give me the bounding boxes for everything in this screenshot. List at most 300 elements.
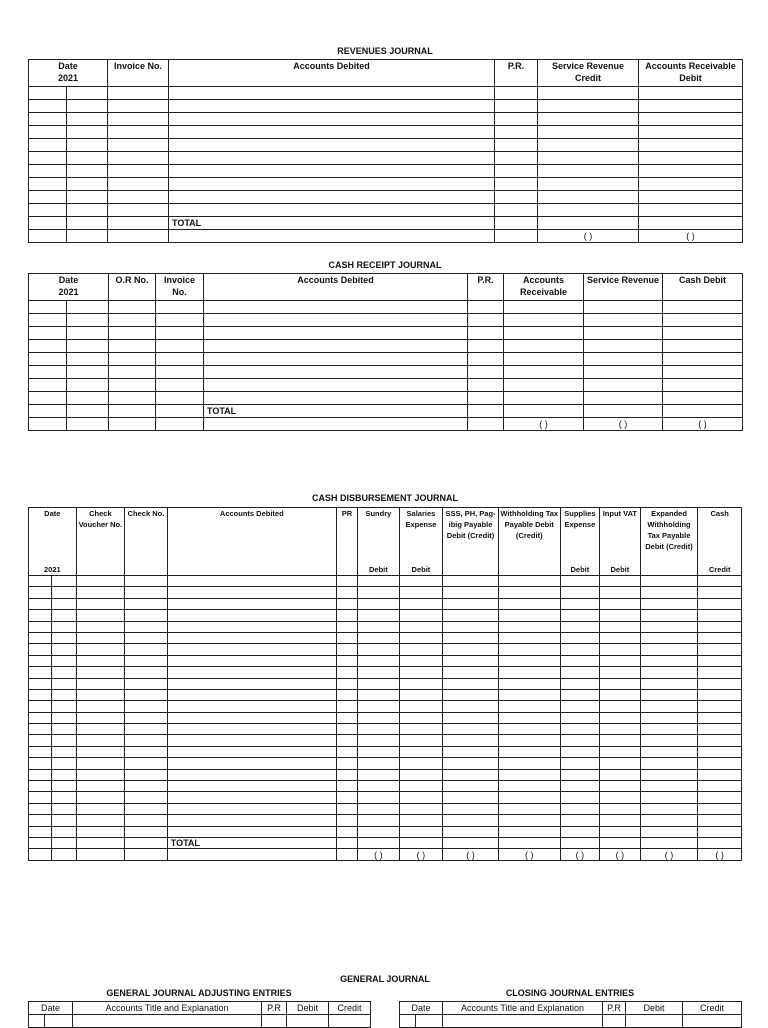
table-cell[interactable]	[167, 769, 336, 780]
table-cell[interactable]	[468, 379, 504, 392]
table-cell[interactable]	[560, 792, 599, 803]
table-cell[interactable]	[29, 610, 52, 621]
table-cell[interactable]	[498, 712, 560, 723]
table-cell[interactable]	[600, 803, 641, 814]
table-cell[interactable]	[52, 746, 76, 757]
table-cell[interactable]	[640, 678, 698, 689]
table-cell[interactable]	[443, 632, 499, 643]
table-cell[interactable]	[640, 632, 698, 643]
cdj-expanded-total[interactable]: ( )	[640, 849, 698, 860]
table-cell[interactable]	[336, 667, 357, 678]
table-cell[interactable]	[495, 152, 538, 165]
table-cell[interactable]	[167, 735, 336, 746]
table-cell[interactable]	[443, 803, 499, 814]
table-cell[interactable]	[125, 576, 168, 587]
table-cell[interactable]	[167, 587, 336, 598]
table-cell[interactable]	[76, 644, 125, 655]
table-cell[interactable]	[358, 610, 400, 621]
table-cell[interactable]	[336, 792, 357, 803]
table-cell[interactable]	[443, 735, 499, 746]
table-cell[interactable]	[204, 366, 468, 379]
table-cell[interactable]	[640, 792, 698, 803]
table-cell[interactable]	[498, 769, 560, 780]
table-cell[interactable]	[640, 746, 698, 757]
table-cell[interactable]	[336, 632, 357, 643]
table-cell[interactable]	[538, 191, 639, 204]
table-cell[interactable]	[399, 701, 443, 712]
table-cell[interactable]	[639, 87, 743, 100]
table-cell[interactable]	[76, 746, 125, 757]
table-cell[interactable]	[584, 366, 663, 379]
table-cell[interactable]	[52, 667, 76, 678]
table-cell[interactable]	[156, 366, 204, 379]
table-cell[interactable]	[584, 353, 663, 366]
table-cell[interactable]	[108, 113, 169, 126]
table-cell[interactable]	[76, 632, 125, 643]
table-cell[interactable]	[600, 746, 641, 757]
table-cell[interactable]	[495, 139, 538, 152]
table-cell[interactable]	[584, 314, 663, 327]
table-cell[interactable]	[698, 781, 742, 792]
table-cell[interactable]	[640, 644, 698, 655]
table-cell[interactable]	[443, 644, 499, 655]
table-cell[interactable]	[538, 178, 639, 191]
table-cell[interactable]	[640, 701, 698, 712]
table-cell[interactable]	[52, 689, 76, 700]
table-cell[interactable]	[52, 678, 76, 689]
table-cell[interactable]	[52, 644, 76, 655]
table-cell[interactable]	[169, 126, 495, 139]
table-cell[interactable]	[52, 769, 76, 780]
table-cell[interactable]	[640, 769, 698, 780]
table-cell[interactable]	[67, 314, 109, 327]
table-cell[interactable]	[600, 632, 641, 643]
table-cell[interactable]	[560, 621, 599, 632]
table-cell[interactable]	[76, 678, 125, 689]
table-cell[interactable]	[156, 353, 204, 366]
table-cell[interactable]	[108, 204, 169, 217]
table-cell[interactable]	[399, 724, 443, 735]
table-cell[interactable]	[399, 632, 443, 643]
table-cell[interactable]	[399, 735, 443, 746]
table-cell[interactable]	[640, 712, 698, 723]
table-cell[interactable]	[358, 621, 400, 632]
table-cell[interactable]	[639, 152, 743, 165]
table-cell[interactable]	[29, 152, 67, 165]
table-cell[interactable]	[560, 781, 599, 792]
table-cell[interactable]	[468, 301, 504, 314]
table-cell[interactable]	[443, 724, 499, 735]
table-cell[interactable]	[29, 366, 67, 379]
table-cell[interactable]	[52, 598, 76, 609]
table-cell[interactable]	[498, 758, 560, 769]
table-cell[interactable]	[336, 576, 357, 587]
table-cell[interactable]	[498, 667, 560, 678]
table-cell[interactable]	[29, 353, 67, 366]
table-cell[interactable]	[29, 769, 52, 780]
table-cell[interactable]	[52, 587, 76, 598]
table-cell[interactable]	[67, 139, 108, 152]
table-cell[interactable]	[167, 724, 336, 735]
table-cell[interactable]	[358, 667, 400, 678]
table-cell[interactable]	[538, 113, 639, 126]
table-cell[interactable]	[336, 621, 357, 632]
table-cell[interactable]	[639, 113, 743, 126]
table-cell[interactable]	[698, 746, 742, 757]
table-cell[interactable]	[538, 87, 639, 100]
table-cell[interactable]	[125, 610, 168, 621]
table-cell[interactable]	[663, 340, 743, 353]
table-cell[interactable]	[560, 644, 599, 655]
cdj-sss-total[interactable]: ( )	[443, 849, 499, 860]
table-cell[interactable]	[336, 644, 357, 655]
table-cell[interactable]	[76, 815, 125, 826]
table-cell[interactable]	[443, 610, 499, 621]
table-cell[interactable]	[504, 353, 584, 366]
table-cell[interactable]	[538, 139, 639, 152]
table-cell[interactable]	[663, 314, 743, 327]
table-cell[interactable]	[76, 598, 125, 609]
table-cell[interactable]	[125, 781, 168, 792]
table-cell[interactable]	[495, 165, 538, 178]
cdj-cash-total[interactable]: ( )	[698, 849, 742, 860]
table-cell[interactable]	[495, 87, 538, 100]
table-cell[interactable]	[443, 746, 499, 757]
table-cell[interactable]	[156, 314, 204, 327]
table-cell[interactable]	[358, 576, 400, 587]
table-cell[interactable]	[336, 781, 357, 792]
table-cell[interactable]	[67, 113, 108, 126]
table-cell[interactable]	[663, 327, 743, 340]
table-cell[interactable]	[29, 758, 52, 769]
table-cell[interactable]	[399, 769, 443, 780]
table-cell[interactable]	[358, 826, 400, 837]
table-cell[interactable]	[560, 689, 599, 700]
table-cell[interactable]	[399, 781, 443, 792]
table-cell[interactable]	[495, 191, 538, 204]
table-cell[interactable]	[29, 165, 67, 178]
table-cell[interactable]	[498, 724, 560, 735]
table-cell[interactable]	[698, 655, 742, 666]
table-cell[interactable]	[498, 610, 560, 621]
table-cell[interactable]	[639, 204, 743, 217]
table-cell[interactable]	[504, 314, 584, 327]
table-cell[interactable]	[67, 353, 109, 366]
table-cell[interactable]	[663, 379, 743, 392]
table-cell[interactable]	[29, 576, 52, 587]
table-cell[interactable]	[399, 792, 443, 803]
table-cell[interactable]	[169, 204, 495, 217]
table-cell[interactable]	[640, 587, 698, 598]
table-cell[interactable]	[600, 826, 641, 837]
table-cell[interactable]	[125, 632, 168, 643]
table-cell[interactable]	[167, 758, 336, 769]
table-cell[interactable]	[698, 598, 742, 609]
table-cell[interactable]	[498, 792, 560, 803]
table-cell[interactable]	[29, 126, 67, 139]
table-cell[interactable]	[29, 314, 67, 327]
table-cell[interactable]	[640, 598, 698, 609]
table-cell[interactable]	[504, 366, 584, 379]
table-cell[interactable]	[125, 598, 168, 609]
table-cell[interactable]	[167, 678, 336, 689]
table-cell[interactable]	[443, 826, 499, 837]
table-cell[interactable]	[29, 587, 52, 598]
table-cell[interactable]	[336, 655, 357, 666]
table-cell[interactable]	[29, 724, 52, 735]
table-cell[interactable]	[169, 100, 495, 113]
table-cell[interactable]	[600, 689, 641, 700]
table-cell[interactable]	[125, 792, 168, 803]
crj-cash-total[interactable]: ( )	[663, 418, 743, 431]
table-cell[interactable]	[358, 712, 400, 723]
table-cell[interactable]	[498, 815, 560, 826]
table-cell[interactable]	[560, 598, 599, 609]
table-cell[interactable]	[358, 701, 400, 712]
table-cell[interactable]	[600, 678, 641, 689]
cdj-withholding-total[interactable]: ( )	[498, 849, 560, 860]
table-cell[interactable]	[600, 724, 641, 735]
table-cell[interactable]	[698, 621, 742, 632]
table-cell[interactable]	[600, 587, 641, 598]
table-cell[interactable]	[336, 610, 357, 621]
table-cell[interactable]	[29, 598, 52, 609]
table-cell[interactable]	[358, 815, 400, 826]
table-cell[interactable]	[336, 701, 357, 712]
table-cell[interactable]	[67, 178, 108, 191]
table-cell[interactable]	[167, 632, 336, 643]
table-cell[interactable]	[538, 204, 639, 217]
table-cell[interactable]	[125, 655, 168, 666]
table-cell[interactable]	[443, 701, 499, 712]
table-cell[interactable]	[29, 701, 52, 712]
table-cell[interactable]	[52, 803, 76, 814]
table-cell[interactable]	[67, 191, 108, 204]
table-cell[interactable]	[76, 667, 125, 678]
table-cell[interactable]	[443, 769, 499, 780]
table-cell[interactable]	[639, 126, 743, 139]
table-cell[interactable]	[498, 701, 560, 712]
table-cell[interactable]	[204, 301, 468, 314]
table-cell[interactable]	[358, 678, 400, 689]
table-cell[interactable]	[640, 815, 698, 826]
table-cell[interactable]	[169, 139, 495, 152]
table-cell[interactable]	[125, 678, 168, 689]
table-cell[interactable]	[698, 667, 742, 678]
table-cell[interactable]	[399, 712, 443, 723]
table-cell[interactable]	[29, 678, 52, 689]
table-cell[interactable]	[399, 746, 443, 757]
table-cell[interactable]	[640, 621, 698, 632]
table-cell[interactable]	[125, 689, 168, 700]
table-cell[interactable]	[358, 758, 400, 769]
table-cell[interactable]	[76, 792, 125, 803]
table-cell[interactable]	[336, 769, 357, 780]
table-cell[interactable]	[443, 792, 499, 803]
table-cell[interactable]	[109, 366, 156, 379]
table-cell[interactable]	[156, 301, 204, 314]
table-cell[interactable]	[76, 758, 125, 769]
table-cell[interactable]	[498, 632, 560, 643]
table-cell[interactable]	[336, 587, 357, 598]
table-cell[interactable]	[29, 113, 67, 126]
table-cell[interactable]	[67, 327, 109, 340]
table-cell[interactable]	[504, 379, 584, 392]
table-cell[interactable]	[125, 667, 168, 678]
table-cell[interactable]	[504, 301, 584, 314]
table-cell[interactable]	[167, 598, 336, 609]
table-cell[interactable]	[204, 392, 468, 405]
table-cell[interactable]	[67, 340, 109, 353]
table-cell[interactable]	[108, 100, 169, 113]
table-cell[interactable]	[698, 701, 742, 712]
table-cell[interactable]	[468, 327, 504, 340]
table-cell[interactable]	[156, 340, 204, 353]
table-cell[interactable]	[538, 152, 639, 165]
table-cell[interactable]	[504, 392, 584, 405]
table-cell[interactable]	[204, 340, 468, 353]
table-cell[interactable]	[663, 301, 743, 314]
table-cell[interactable]	[663, 366, 743, 379]
table-cell[interactable]	[560, 826, 599, 837]
table-cell[interactable]	[167, 667, 336, 678]
table-cell[interactable]	[29, 327, 67, 340]
table-cell[interactable]	[399, 598, 443, 609]
table-cell[interactable]	[498, 689, 560, 700]
table-cell[interactable]	[167, 781, 336, 792]
table-cell[interactable]	[169, 152, 495, 165]
table-cell[interactable]	[125, 758, 168, 769]
table-cell[interactable]	[560, 746, 599, 757]
table-cell[interactable]	[639, 165, 743, 178]
table-cell[interactable]	[640, 667, 698, 678]
table-cell[interactable]	[169, 87, 495, 100]
table-cell[interactable]	[167, 621, 336, 632]
table-cell[interactable]	[108, 139, 169, 152]
table-cell[interactable]	[52, 781, 76, 792]
table-cell[interactable]	[358, 769, 400, 780]
table-cell[interactable]	[167, 815, 336, 826]
table-cell[interactable]	[698, 587, 742, 598]
table-cell[interactable]	[52, 712, 76, 723]
table-cell[interactable]	[336, 735, 357, 746]
table-cell[interactable]	[698, 644, 742, 655]
table-cell[interactable]	[52, 735, 76, 746]
table-cell[interactable]	[336, 826, 357, 837]
table-cell[interactable]	[167, 712, 336, 723]
table-cell[interactable]	[108, 87, 169, 100]
table-cell[interactable]	[169, 165, 495, 178]
table-cell[interactable]	[584, 392, 663, 405]
table-cell[interactable]	[640, 758, 698, 769]
table-cell[interactable]	[584, 340, 663, 353]
table-cell[interactable]	[399, 587, 443, 598]
table-cell[interactable]	[468, 314, 504, 327]
table-cell[interactable]	[109, 301, 156, 314]
table-cell[interactable]	[109, 314, 156, 327]
table-cell[interactable]	[399, 610, 443, 621]
table-cell[interactable]	[640, 610, 698, 621]
table-cell[interactable]	[443, 712, 499, 723]
cdj-vat-total[interactable]: ( )	[600, 849, 641, 860]
table-cell[interactable]	[399, 667, 443, 678]
table-cell[interactable]	[29, 379, 67, 392]
table-cell[interactable]	[52, 826, 76, 837]
table-cell[interactable]	[167, 792, 336, 803]
table-cell[interactable]	[167, 826, 336, 837]
cdj-salaries-total[interactable]: ( )	[399, 849, 443, 860]
table-cell[interactable]	[204, 353, 468, 366]
table-cell[interactable]	[600, 621, 641, 632]
table-cell[interactable]	[169, 178, 495, 191]
table-cell[interactable]	[109, 379, 156, 392]
table-cell[interactable]	[336, 746, 357, 757]
table-cell[interactable]	[67, 392, 109, 405]
table-cell[interactable]	[443, 781, 499, 792]
table-cell[interactable]	[52, 758, 76, 769]
table-cell[interactable]	[167, 644, 336, 655]
table-cell[interactable]	[29, 826, 52, 837]
table-cell[interactable]	[640, 689, 698, 700]
table-cell[interactable]	[156, 327, 204, 340]
table-cell[interactable]	[663, 353, 743, 366]
table-cell[interactable]	[399, 758, 443, 769]
table-cell[interactable]	[443, 815, 499, 826]
table-cell[interactable]	[399, 621, 443, 632]
cdj-sundry-total[interactable]: ( )	[358, 849, 400, 860]
table-cell[interactable]	[108, 178, 169, 191]
table-cell[interactable]	[167, 576, 336, 587]
table-cell[interactable]	[67, 165, 108, 178]
table-cell[interactable]	[560, 610, 599, 621]
table-cell[interactable]	[52, 792, 76, 803]
table-cell[interactable]	[358, 632, 400, 643]
table-cell[interactable]	[125, 735, 168, 746]
table-cell[interactable]	[538, 126, 639, 139]
table-cell[interactable]	[358, 746, 400, 757]
table-cell[interactable]	[52, 655, 76, 666]
table-cell[interactable]	[600, 815, 641, 826]
rev-ar-total[interactable]: ( )	[639, 230, 743, 243]
table-cell[interactable]	[584, 301, 663, 314]
table-cell[interactable]	[560, 815, 599, 826]
table-cell[interactable]	[29, 204, 67, 217]
table-cell[interactable]	[156, 392, 204, 405]
table-cell[interactable]	[560, 724, 599, 735]
table-cell[interactable]	[29, 689, 52, 700]
table-cell[interactable]	[498, 678, 560, 689]
table-cell[interactable]	[29, 191, 67, 204]
table-cell[interactable]	[560, 712, 599, 723]
table-cell[interactable]	[67, 366, 109, 379]
table-cell[interactable]	[67, 126, 108, 139]
table-cell[interactable]	[108, 126, 169, 139]
table-cell[interactable]	[108, 165, 169, 178]
crj-service-total[interactable]: ( )	[584, 418, 663, 431]
table-cell[interactable]	[29, 644, 52, 655]
table-cell[interactable]	[125, 803, 168, 814]
table-cell[interactable]	[108, 152, 169, 165]
table-cell[interactable]	[336, 803, 357, 814]
table-cell[interactable]	[560, 655, 599, 666]
table-cell[interactable]	[125, 826, 168, 837]
table-cell[interactable]	[167, 701, 336, 712]
table-cell[interactable]	[498, 746, 560, 757]
table-cell[interactable]	[698, 803, 742, 814]
table-cell[interactable]	[29, 340, 67, 353]
table-cell[interactable]	[498, 621, 560, 632]
table-cell[interactable]	[67, 100, 108, 113]
